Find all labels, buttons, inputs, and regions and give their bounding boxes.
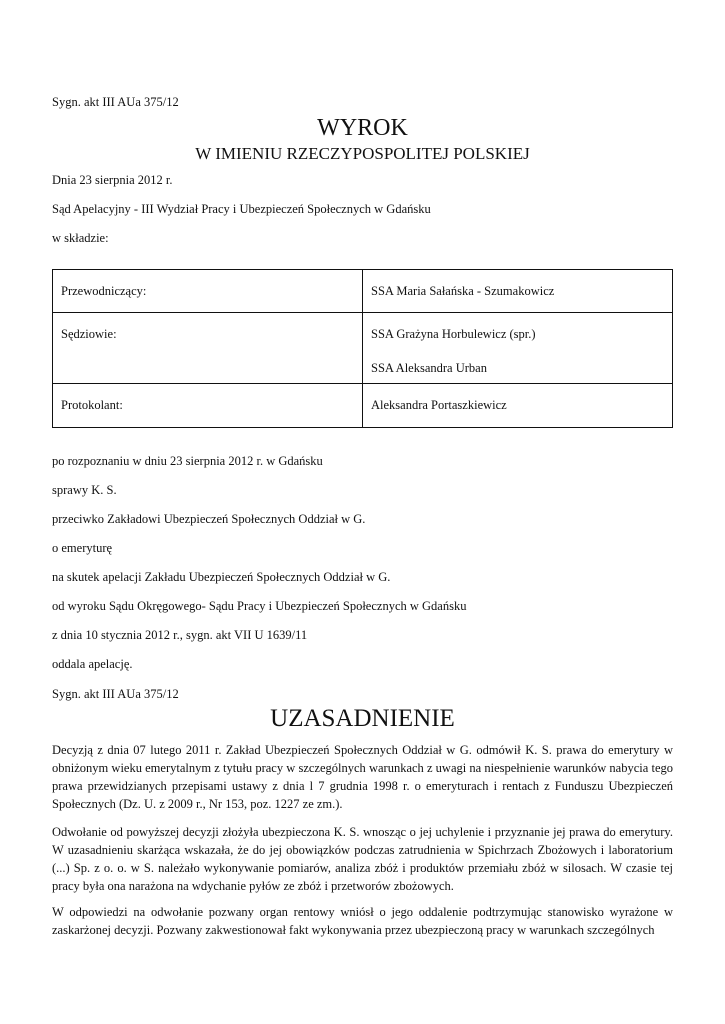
judgment-date: Dnia 23 sierpnia 2012 r. [52, 173, 173, 187]
table-row [53, 384, 673, 428]
chair-name: SSA Maria Sałańska - Szumakowicz [363, 270, 673, 313]
judge-name: SSA Grażyna Horbulewicz (spr.) [371, 327, 536, 341]
justification-title: UZASADNIENIE [270, 705, 455, 732]
ruling-decision: oddala apelację. [52, 657, 133, 671]
clerk-name: Aleksandra Portaszkiewicz [363, 384, 673, 428]
case-signature-top: Sygn. akt III AUa 375/12 [52, 95, 179, 109]
table-row [53, 270, 673, 313]
court-name: Sąd Apelacyjny - III Wydział Pracy i Ubezpieczeń Społecznych w Gdańsku [52, 202, 431, 216]
judge-name: SSA Aleksandra Urban [371, 361, 487, 375]
document-subtitle: W IMIENIU RZECZYPOSPOLITEJ POLSKIEJ [195, 144, 530, 163]
ruling-line: z dnia 10 stycznia 2012 r., sygn. akt VII U 1639/11 [52, 628, 308, 642]
case-signature-justification: Sygn. akt III AUa 375/12 [52, 687, 179, 701]
ruling-line: sprawy K. S. [52, 483, 117, 497]
justification-paragraph: W odpowiedzi na odwołanie pozwany organ rentowy wniósł o jego oddalenie podtrzymując stanowisko wyrażone w zaskarżonej decyzji. Pozwany zakwestionował fakt wykonywania przez ubezpieczoną pracy w warunkach szczególnych [52, 905, 673, 937]
judges-cell [363, 313, 673, 384]
ruling-line: od wyroku Sądu Okręgowego- Sądu Pracy i Ubezpieczeń Społecznych w Gdańsku [52, 599, 467, 613]
document-title: WYROK [317, 115, 408, 141]
ruling-line: o emeryturę [52, 541, 113, 555]
judges-label: Sędziowie: [53, 313, 363, 384]
ruling-line: po rozpoznaniu w dniu 23 sierpnia 2012 r. w Gdańsku [52, 454, 323, 468]
ruling-line: na skutek apelacji Zakładu Ubezpieczeń Społecznych Oddział w G. [52, 570, 391, 584]
chair-label: Przewodniczący: [53, 270, 363, 313]
justification-paragraph: Decyzją z dnia 07 lutego 2011 r. Zakład Ubezpieczeń Społecznych Oddział w G. odmówił K. S. prawa do emerytury w obniżonym wieku emerytalnym z tytułu pracy w szczególnych warunkach z uwagi na niespełnienie warunków nabycia tego prawa przewidzianych przepisami ustawy z dnia l 7 grudnia 1998 r. o emeryturach i rentach z Funduszu Ubezpieczeń Społecznych (Dz. U. z 2009 r., Nr 153, poz. 1227 ze zm.). [52, 743, 673, 811]
composition-table [52, 269, 673, 428]
ruling-line: przeciwko Zakładowi Ubezpieczeń Społecznych Oddział w G. [52, 512, 366, 526]
table-row [53, 313, 673, 384]
composition-intro: w składzie: [52, 231, 109, 245]
clerk-label: Protokolant: [53, 384, 363, 428]
justification-paragraph: Odwołanie od powyższej decyzji złożyła ubezpieczona K. S. wnosząc o jej uchylenie i przyznanie jej prawa do emerytury. W uzasadnieniu skarżąca wskazała, że do jej obowiązków podczas zatrudnienia w Spichrzach Zbożowych i laboratorium (...) Sp. z o. o. w S. należało wykonywanie pomiarów, analiza zbóż i produktów przemiału zbóż w silosach. W czasie tej pracy była ona narażona na wdychanie pyłów ze zbóż i przetworów zbożowych. [52, 825, 673, 893]
